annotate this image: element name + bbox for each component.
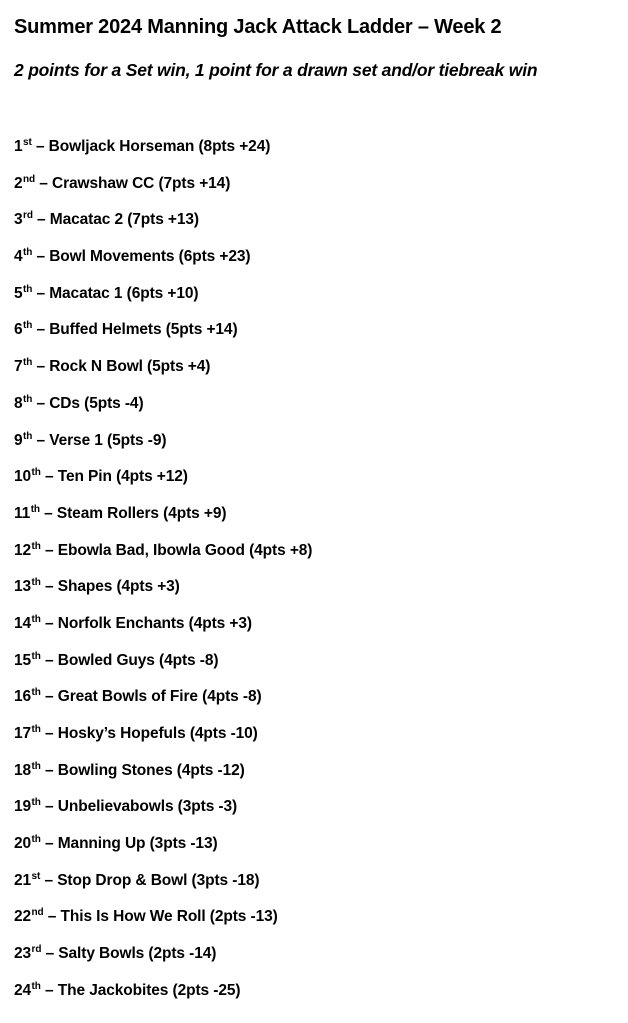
rank-number: 21: [14, 871, 32, 889]
rank-number: 8: [14, 394, 23, 412]
rank-number: 15: [14, 651, 32, 669]
ladder-row: [14, 209, 312, 246]
ladder-row: [14, 173, 312, 210]
rank-number: 23: [14, 945, 32, 963]
ladder-row: [14, 943, 312, 980]
rank-number: 13: [14, 578, 32, 596]
page-title: Summer 2024 Manning Jack Attack Ladder – Week 2: [14, 16, 502, 38]
rank-ordinal-suffix: th: [31, 467, 41, 479]
rank-separator: –: [40, 468, 58, 486]
rank-ordinal-suffix: th: [23, 393, 33, 405]
ladder-row: [14, 686, 312, 723]
rank-separator: –: [40, 835, 58, 853]
team-entry: CDs (5pts -4): [49, 394, 144, 412]
rank-separator: –: [32, 284, 50, 302]
team-entry: Ebowla Bad, Ibowla Good (4pts +8): [57, 541, 313, 559]
ladder-row: [14, 906, 312, 943]
team-entry: Salty Bowls (2pts -14): [58, 945, 217, 963]
rank-number: 12: [14, 541, 32, 559]
rank-separator: –: [32, 431, 50, 449]
rank-ordinal-suffix: rd: [23, 210, 33, 222]
team-entry: Hosky’s Hopefuls (4pts -10): [57, 725, 258, 742]
rank-separator: –: [40, 981, 58, 999]
team-entry: Steam Rollers (4pts +9): [56, 504, 227, 522]
team-entry: Great Bowls of Fire (4pts -8): [57, 688, 262, 706]
team-entry: Crawshaw CC (7pts +14): [52, 174, 231, 192]
rank-separator: –: [40, 651, 58, 669]
rank-separator: –: [40, 798, 58, 816]
rank-number: 11: [14, 504, 31, 522]
team-entry: Stop Drop & Bowl (3pts -18): [57, 871, 260, 889]
rank-ordinal-suffix: th: [31, 687, 41, 699]
team-entry: Macatac 1 (6pts +10): [49, 284, 199, 302]
team-entry: The Jackobites (2pts -25): [57, 981, 241, 999]
team-entry: Buffed Helmets (5pts +14): [49, 321, 238, 339]
rank-ordinal-suffix: nd: [31, 907, 44, 919]
team-entry: Ten Pin (4pts +12): [57, 468, 188, 486]
rank-ordinal-suffix: th: [31, 760, 41, 772]
ladder-row: [14, 576, 312, 613]
rank-ordinal-suffix: th: [23, 283, 33, 295]
rank-ordinal-suffix: th: [31, 540, 41, 552]
rank-ordinal-suffix: th: [23, 430, 33, 442]
ladder-row: [14, 540, 312, 577]
rank-number: 20: [14, 835, 32, 853]
rank-separator: –: [43, 908, 61, 926]
rank-number: 9: [14, 431, 23, 449]
team-entry: Macatac 2 (7pts +13): [49, 211, 199, 229]
rank-ordinal-suffix: th: [31, 650, 41, 662]
rank-separator: –: [40, 578, 58, 596]
rank-separator: –: [32, 211, 50, 229]
rank-ordinal-suffix: rd: [31, 944, 42, 956]
rank-separator: –: [31, 138, 49, 155]
rank-number: 14: [14, 614, 32, 632]
rank-ordinal-suffix: th: [31, 613, 41, 625]
rank-number: 3: [14, 211, 23, 229]
ladder-row: [14, 613, 312, 650]
team-entry: Shapes (4pts +3): [57, 578, 180, 596]
rank-separator: –: [40, 614, 58, 632]
team-entry: Rock N Bowl (5pts +4): [49, 358, 211, 376]
ladder-row: [14, 503, 312, 540]
ladder-row: [14, 283, 312, 320]
rank-number: 10: [14, 468, 32, 486]
rank-number: 17: [14, 725, 32, 742]
rank-number: 2: [14, 174, 23, 192]
ladder-row: [14, 796, 312, 833]
rank-separator: –: [32, 394, 50, 412]
rank-separator: –: [40, 871, 58, 889]
ladder-row: [14, 650, 312, 687]
rank-separator: –: [35, 174, 52, 192]
team-entry: Bowljack Horseman (8pts +24): [48, 138, 271, 155]
ladder-row: [14, 319, 312, 356]
ladder-row: [14, 870, 312, 907]
ladder-row: [14, 466, 312, 503]
rank-number: 16: [14, 688, 32, 706]
rank-ordinal-suffix: th: [23, 320, 33, 332]
team-entry: Norfolk Enchants (4pts +3): [57, 614, 252, 632]
rank-separator: –: [39, 504, 57, 522]
ladder-row: [14, 136, 312, 173]
ladder-row: [14, 833, 312, 870]
team-entry: This Is How We Roll (2pts -13): [60, 908, 278, 926]
rank-separator: –: [32, 321, 50, 339]
rank-separator: –: [40, 761, 58, 779]
team-entry: Bowled Guys (4pts -8): [57, 651, 219, 669]
rank-ordinal-suffix: th: [31, 980, 41, 992]
rank-number: 24: [14, 981, 32, 999]
rank-ordinal-suffix: th: [31, 834, 41, 846]
rank-ordinal-suffix: th: [31, 577, 41, 589]
ladder-row: [14, 246, 312, 283]
ladder-row: [14, 393, 312, 430]
rank-number: 22: [14, 908, 32, 926]
rank-ordinal-suffix: nd: [23, 173, 36, 185]
rank-ordinal-suffix: st: [31, 870, 41, 882]
rank-number: 18: [14, 761, 32, 779]
rank-separator: –: [41, 945, 59, 963]
rank-separator: –: [32, 248, 50, 266]
team-entry: Bowling Stones (4pts -12): [57, 761, 245, 779]
team-entry: Bowl Movements (6pts +23): [49, 248, 251, 266]
rank-separator: –: [40, 725, 58, 742]
rank-separator: –: [40, 688, 58, 706]
rank-ordinal-suffix: th: [23, 247, 33, 259]
rank-number: 6: [14, 321, 23, 339]
ladder-row: [14, 760, 312, 797]
rank-ordinal-suffix: th: [31, 797, 41, 809]
rank-separator: –: [32, 358, 50, 376]
team-entry: Unbelievabowls (3pts -3): [57, 798, 238, 816]
rank-ordinal-suffix: st: [23, 137, 32, 148]
rank-number: 7: [14, 358, 23, 376]
ladder-row: [14, 980, 312, 1017]
rank-separator: –: [40, 541, 58, 559]
rank-number: 5: [14, 284, 23, 302]
ladder-list: [14, 136, 312, 1017]
rank-ordinal-suffix: th: [30, 503, 40, 515]
rank-number: 1: [14, 138, 23, 155]
ladder-row: [14, 723, 312, 760]
ladder-row: [14, 356, 312, 393]
team-entry: Manning Up (3pts -13): [57, 835, 218, 853]
scoring-rules-subtitle: 2 points for a Set win, 1 point for a drawn set and/or tiebreak win: [14, 60, 538, 80]
rank-ordinal-suffix: th: [23, 357, 33, 369]
rank-ordinal-suffix: th: [31, 724, 41, 735]
team-entry: Verse 1 (5pts -9): [49, 431, 167, 449]
rank-number: 19: [14, 798, 32, 816]
rank-number: 4: [14, 248, 23, 266]
ladder-row: [14, 430, 312, 467]
